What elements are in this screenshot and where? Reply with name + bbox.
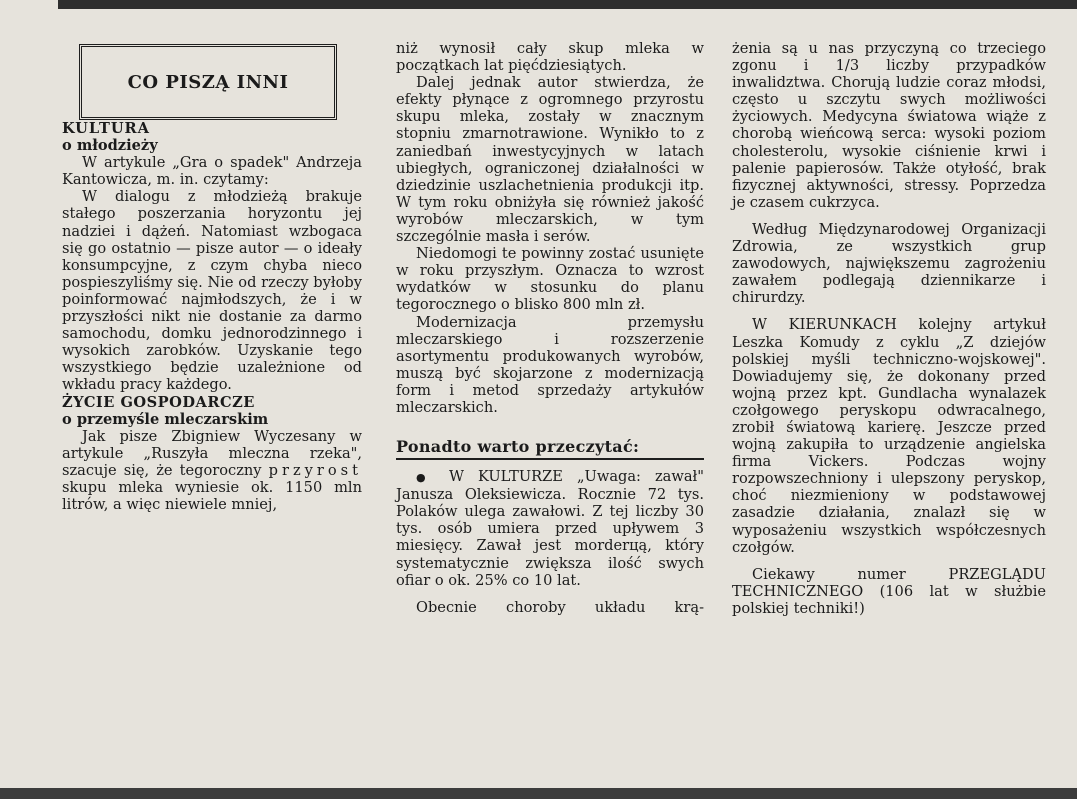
bullet-icon: ● — [416, 471, 435, 485]
ponadto-paragraph-2-cont: żenia są u nas przyczyną co trzeciego zgonu i 1/3 liczby przypadków inwalidztwa. Chorują ludzie coraz młodsi, często u szczytu swych możliwości życiowych. Medycyna światowa wiąże z chorobą wieńcową serca: wysoki poziom cholesterolu, wysokie ciśnienie krwi i palenie papierosów. Także otyłość, brak fizycznej aktywności, stressy. Poprzedza je czasem cukrzyca. — [732, 40, 1046, 211]
top-border — [58, 0, 1077, 9]
bottom-border — [0, 788, 1077, 799]
section-header-title: CO PISZĄ INNI — [127, 71, 289, 93]
zycie-subheading: o przemyśle mleczarskim — [62, 410, 269, 428]
zycie-paragraph-1-cont: niż wynosił cały skup mleka w początkach lat pięćdziesiątych. — [396, 40, 704, 75]
kultura-intro: W artykule „Gra o spadek" Andrzeja Kantowicza, m. in. czytamy: — [62, 154, 362, 189]
zycie-heading: ŻYCIE GOSPODARCZE — [62, 393, 255, 411]
kultura-subheading: o młodzieży — [62, 137, 158, 155]
zycie-paragraph-3: Niedomogi te powinny zostać usunięte w roku przyszłym. Oznacza to wzrost wydatków w stosunku do planu tegorocznego o blisko 800 mln zł. — [396, 245, 704, 314]
ponadto-paragraph-4: Ciekawy numer PRZEGLĄDU TECHNICZNEGO (106 lat w służbie polskiej techniki!) — [732, 565, 1046, 617]
zycie-paragraph-2: Dalej jednak autor stwierdza, że efekty płynące z ogromnego przyrostu skupu mleka, zostały w znacznym stopniu zmarnotrawione. Wynikło to z zaniedbań inwestycyjnych w latach ubiegłych, ograniczonej działalności w dziedzinie uszlachetnienia produkcji itp. W tym roku obniżyła się również jakość wyrobów mleczarskich, w tym szczególnie masła i serów. — [396, 74, 704, 246]
column-1 — [62, 40, 362, 513]
zycie-paragraph-1: Jak pisze Zbigniew Wyczesany w artykule „Ruszyła mleczna rzeka", szacuje się, że tegoroczny przyrost skupu mleka wyniesie ok. 1150 mln litrów, a więc niewiele mniej, — [62, 427, 363, 514]
ponadto-item-kierunki: W KIERUNKACH kolejny artykuł Leszka Komudy z cyklu „Z dziejów polskiej myśli techniczno-wojskowej". Dowiadujemy się, że dokonany przed wojną przez kpt. Gundlacha wynalazek czołgowego peryskopu odwracalnego, zrobił światową karierę. Jeszcze przed wojną zakupiła to urządzenie angielska firma Vickers. Podczas wojny rozpowszechniony i ulepszony peryskop, choć niezmieniony w podstawowej zasadzie działania, znalazł się w wyposażeniu wszystkich współczesnych czołgów. — [732, 316, 1046, 556]
kultura-quote: W dialogu z młodzieżą brakuje stałego poszerzania horyzontu jej nadziei i dążeń. Natomiast wzbogaca się go ostatnio — pisze autor — o ideały konsumpcyjne, z czym chyba nieco pospieszyliśmy się. Nie od rzeczy byłoby poinformować najmłodszych, że i w przyszłości nikt nie dostanie za darmo samochodu, domku jednorodzinnego i wysokich zarobków. Uzyskanie tego wszystkiego będzie uzależnione od wkładu pracy każdego. — [62, 188, 362, 394]
ponadto-heading: Ponadto warto przeczytać: — [396, 437, 704, 460]
spaced-word: przyrost — [268, 461, 363, 479]
ponadto-item-kultura: ● W KULTURZE „Uwaga: zawał" Janusza Oleksiewicza. Rocznie 72 tys. Polaków ulega zawałowi. Z tej liczby 30 tys. osób umiera przed upływem 3 miesięcy. Zawał jest morderцą, który systematycznie zwiększa ilość swych ofiar o ok. 25% co 10 lat. — [396, 468, 704, 589]
section-header-box — [79, 44, 337, 120]
kultura-heading: KULTURA — [62, 120, 150, 137]
zycie-paragraph-4: Modernizacja przemysłu mleczarskiego i rozszerzenie asortymentu produkowanych wyrobów, muszą być skojarzone z modernizacją form i metod sprzedaży artykułów mleczarskich. — [396, 313, 704, 416]
column-2 — [396, 40, 704, 616]
column-3 — [732, 40, 1046, 617]
ponadto-paragraph-2: Obecnie choroby układu krą- — [416, 598, 704, 616]
ponadto-paragraph-3: Według Międzynarodowej Organizacji Zdrowia, ze wszystkich grup zawodowych, największemu zagrożeniu zawałem podlegają dziennikarze i chirurdzy. — [732, 220, 1046, 307]
